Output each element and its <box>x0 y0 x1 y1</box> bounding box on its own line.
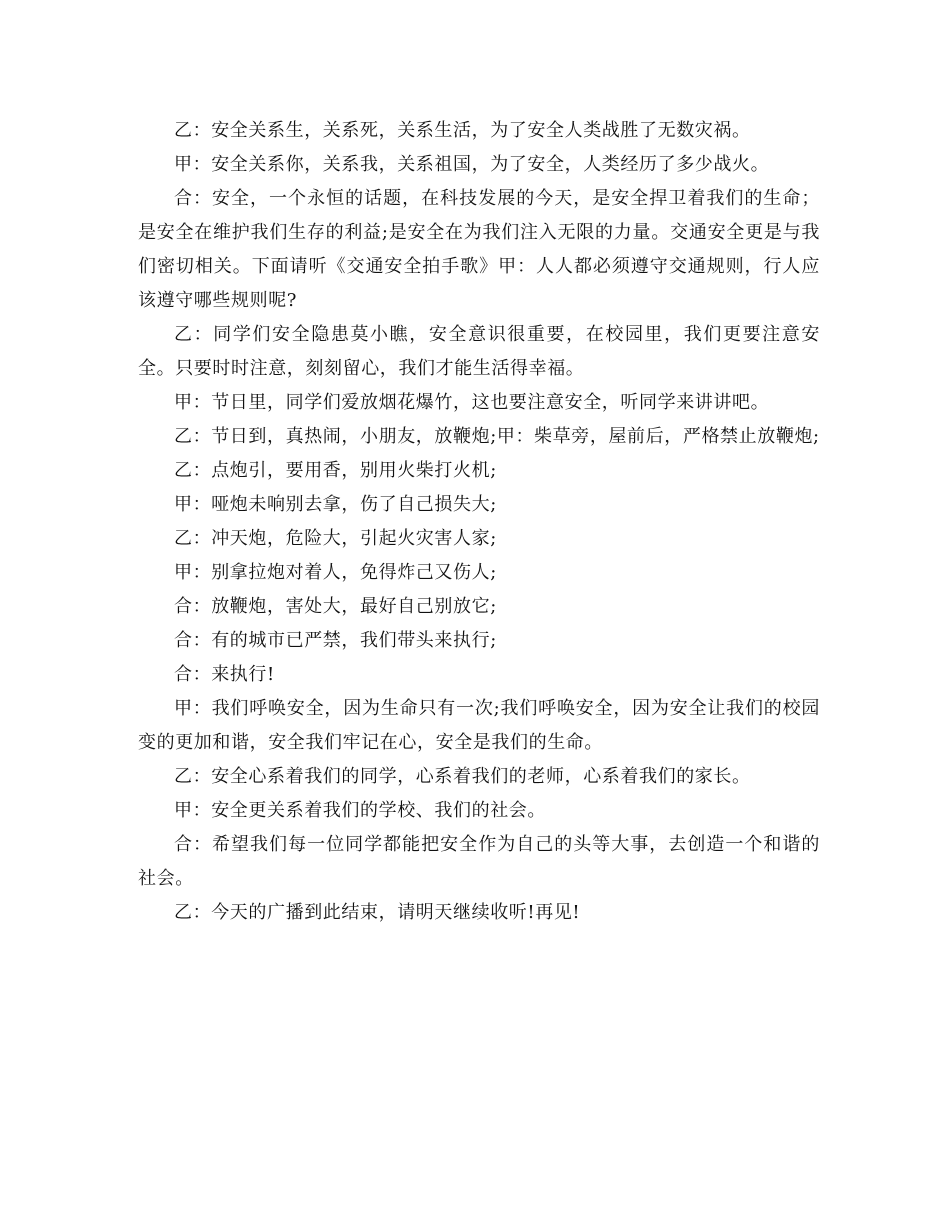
paragraph: 乙：安全心系着我们的同学，心系着我们的老师，心系着我们的家长。 <box>174 766 751 787</box>
paragraph: 甲：哑炮未响别去拿，伤了自己损失大; <box>174 494 497 515</box>
paragraph: 合：安全，一个永恒的话题，在科技发展的今天，是安全捍卫着我们的生命；是安全在维护我们生存的利益;是安全在为我们注入无限的力量。交通安全更是与我们密切相关。下面请听《交通安全拍手歌》甲：人人都必须遵守交通规则，行人应该遵守哪些规则呢? <box>138 188 820 311</box>
paragraph: 乙：今天的广播到此结束，请明天继续收听!再见! <box>174 902 581 923</box>
paragraph: 合：希望我们每一位同学都能把安全作为自己的头等大事，去创造一个和谐的社会。 <box>138 834 820 889</box>
paragraph: 合：放鞭炮，害处大，最好自己别放它; <box>174 596 497 617</box>
paragraph: 甲：别拿拉炮对着人，免得炸己又伤人; <box>174 562 497 583</box>
paragraph: 乙：同学们安全隐患莫小瞧，安全意识很重要，在校园里，我们更要注意安全。只要时时注意，刻刻留心，我们才能生活得幸福。 <box>138 324 820 379</box>
paragraph: 甲：安全关系你，关系我，关系祖国，为了安全，人类经历了多少战火。 <box>174 154 770 175</box>
paragraph: 乙：点炮引，要用香，别用火柴打火机; <box>174 460 497 481</box>
paragraph: 甲：安全更关系着我们的学校、我们的社会。 <box>174 800 546 821</box>
paragraph: 乙：冲天炮，危险大，引起火灾害人家; <box>174 528 497 549</box>
paragraph: 合：有的城市已严禁，我们带头来执行; <box>174 630 497 651</box>
paragraph: 甲：我们呼唤安全，因为生命只有一次;我们呼唤安全，因为安全让我们的校园变的更加和谐，安全我们牢记在心，安全是我们的生命。 <box>138 698 820 753</box>
paragraph: 合：来执行! <box>174 664 275 685</box>
document-body <box>138 114 820 930</box>
paragraph: 乙：安全关系生，关系死，关系生活，为了安全人类战胜了无数灾祸。 <box>174 120 751 141</box>
paragraph: 甲：节日里，同学们爱放烟花爆竹，这也要注意安全，听同学来讲讲吧。 <box>174 392 770 413</box>
paragraph: 乙：节日到，真热闹，小朋友，放鞭炮;甲：柴草旁，屋前后，严格禁止放鞭炮; <box>174 426 820 447</box>
